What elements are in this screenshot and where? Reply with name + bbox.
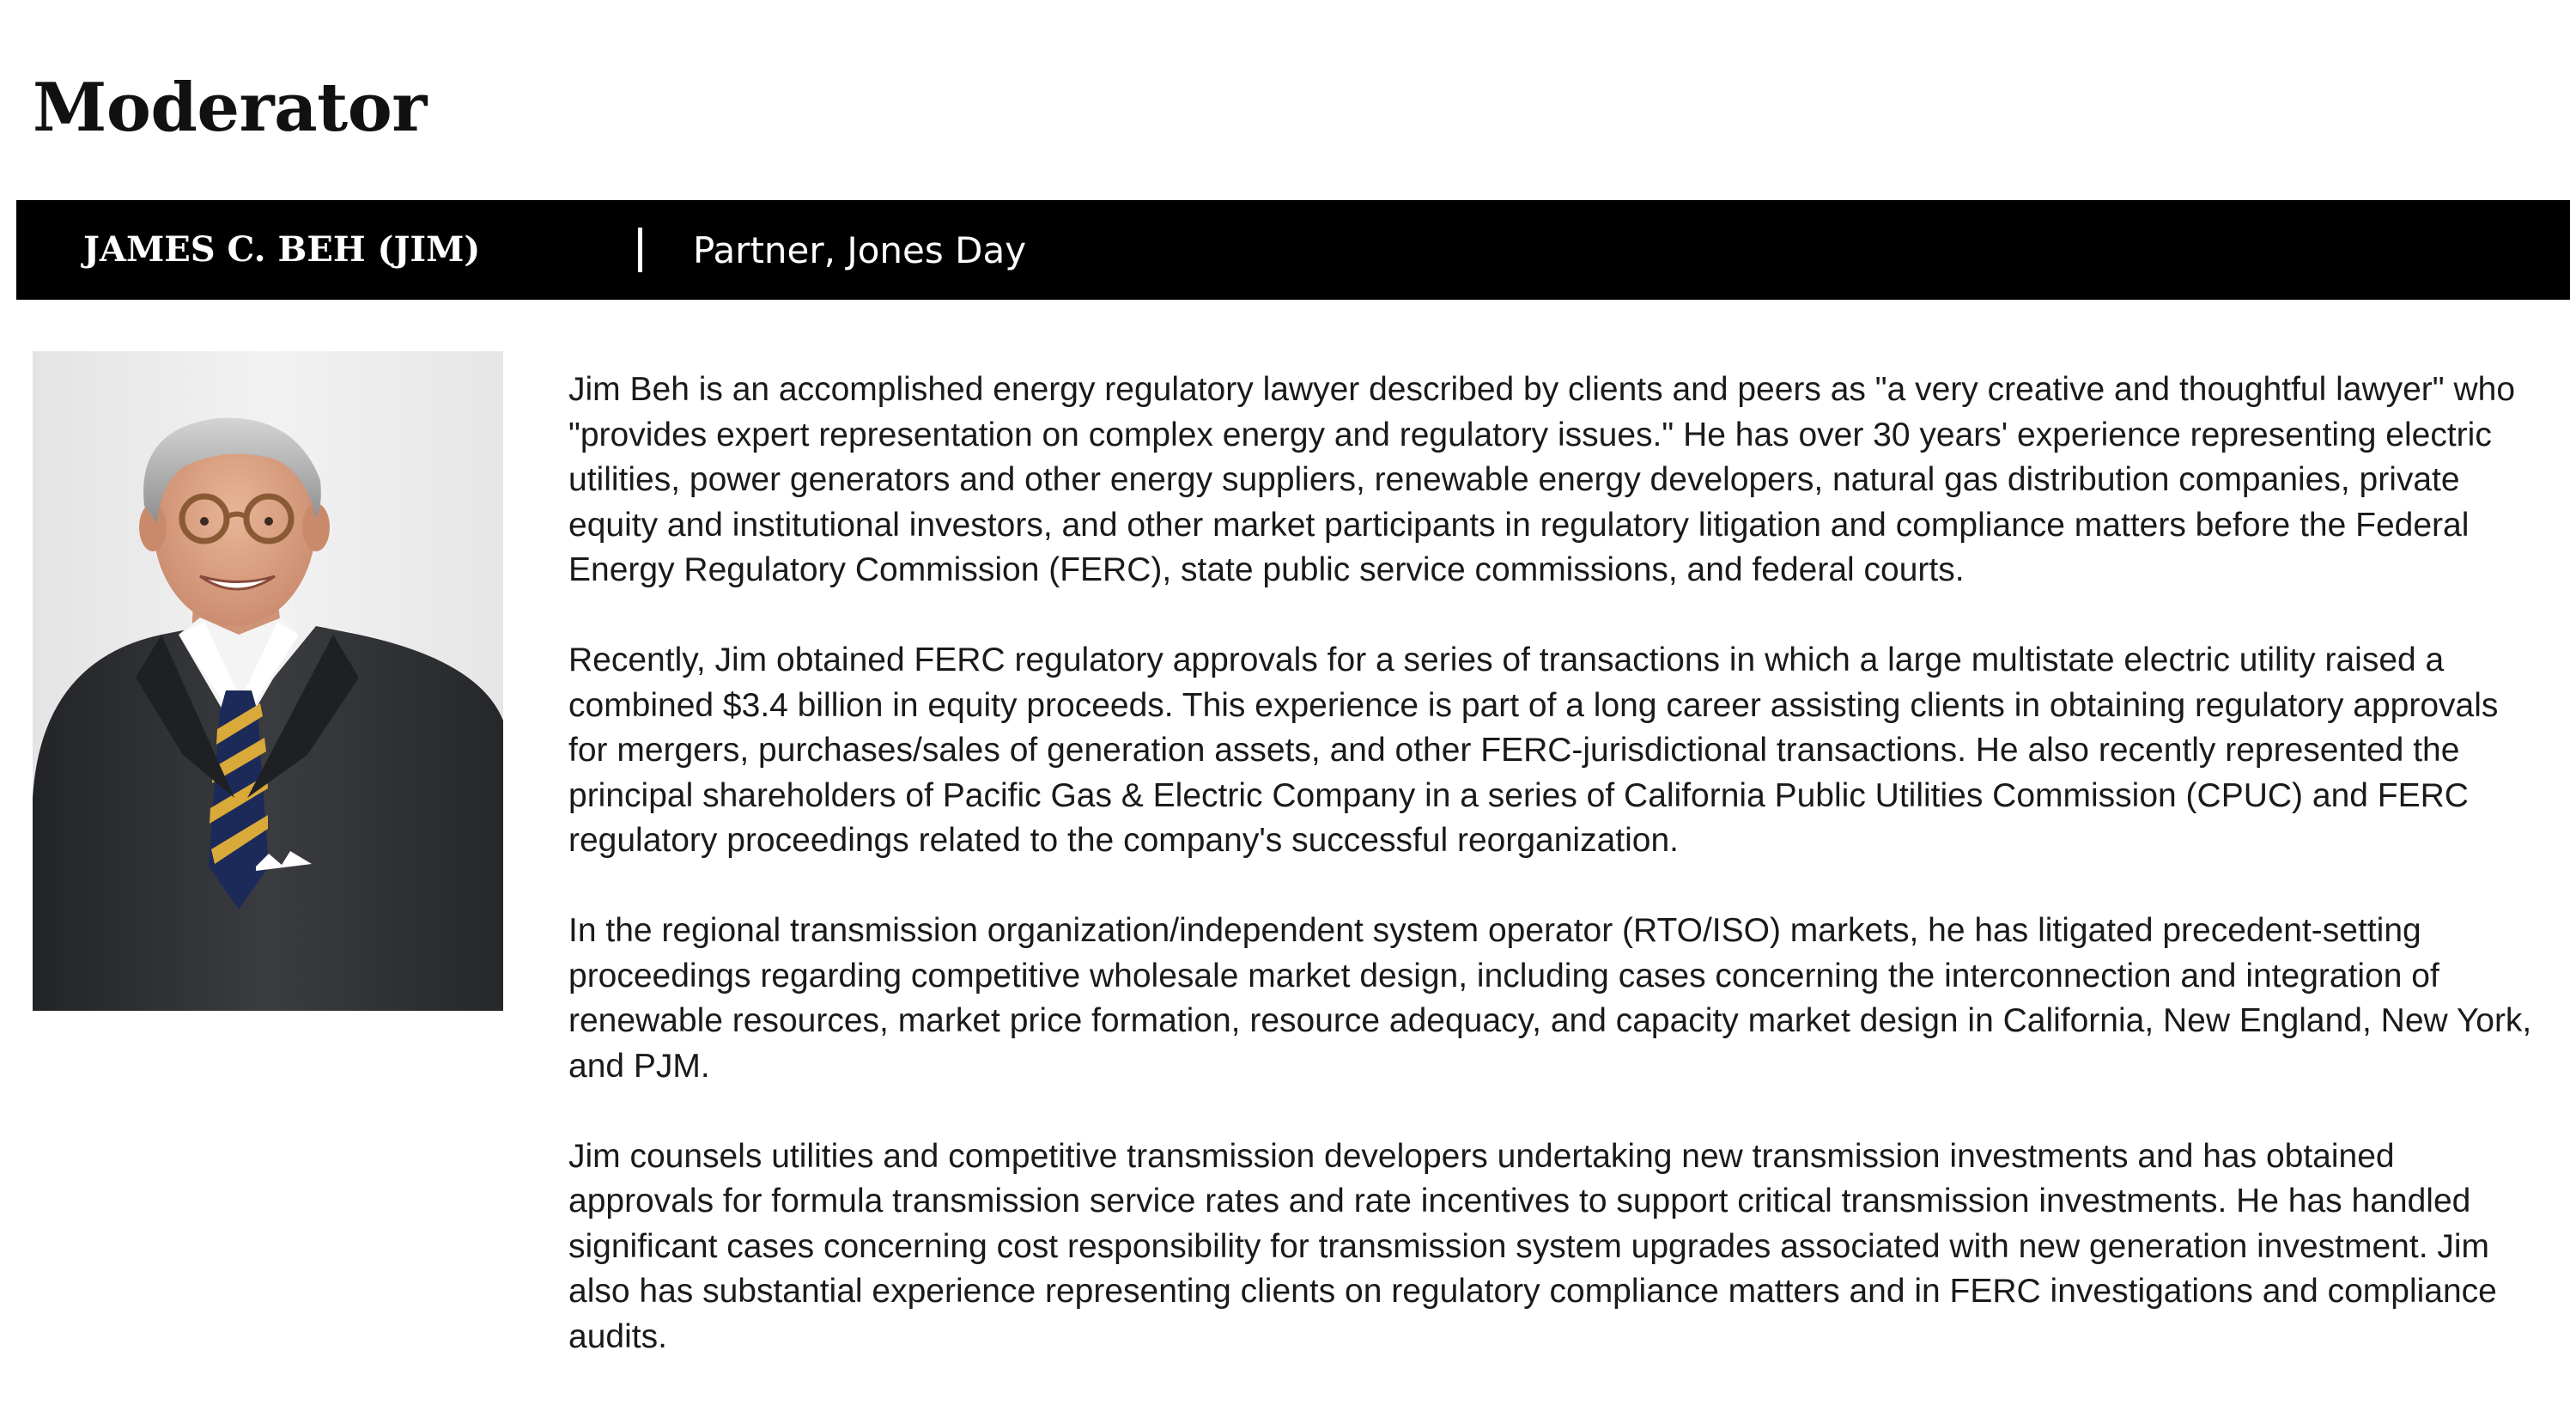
bio-paragraph: Jim Beh is an accomplished energy regulatory lawyer described by clients and peers as "a very creative and thoughtful lawyer" who "provides expert representation on complex energy and regulatory issues." He has over 30 years' experience representing electric utilities, power generators and other energy suppliers, renewable energy developers, natural gas distribution companies, private equity and institutional investors, and other market participants in regulatory litigation and compliance matters before the Federal Energy Regulatory Commission (FERC), state public service commissions, and federal courts. <box>568 371 2516 588</box>
bio-paragraph: Recently, Jim obtained FERC regulatory approvals for a series of transactions in which a large multistate electric utility raised a combined $3.4 billion in equity proceeds. This experience is part of a long career assisting clients in obtaining regulatory approvals for mergers, purchases/sales of generation assets, and other FERC-jurisdictional transactions. He also recently represented the principal shareholders of Pacific Gas & Electric Company in a series of California Public Utilities Commission (CPUC) and FERC regulatory proceedings related to the company's successful reorganization. <box>568 642 2499 859</box>
speaker-role: Partner, Jones Day <box>693 229 1027 271</box>
portrait-photo-icon <box>33 351 503 1011</box>
header-divider <box>638 228 642 272</box>
speaker-bio <box>568 368 2535 1405</box>
speaker-name: JAMES C. BEH (JIM) <box>83 229 481 270</box>
speaker-photo <box>33 351 503 1011</box>
bio-paragraph: Jim counsels utilities and competitive transmission developers undertaking new transmission investments and has obtained approvals for formula transmission service rates and rate incentives to support critical transmission investments. He has handled significant cases concerning cost responsibility for transmission system upgrades associated with new generation investment. Jim also has substantial experience representing clients on regulatory compliance matters and in FERC investigations and compliance audits. <box>568 1137 2497 1355</box>
speaker-header-bar <box>16 200 2570 300</box>
section-title: Moderator <box>33 69 427 147</box>
bio-paragraph: In the regional transmission organization/independent system operator (RTO/ISO) markets, he has litigated precedent-setting proceedings regarding competitive wholesale market design, including cases concerning the interconnection and integration of renewable resources, market price formation, resource adequacy, and capacity market design in California, New England, New York, and PJM. <box>568 912 2532 1085</box>
